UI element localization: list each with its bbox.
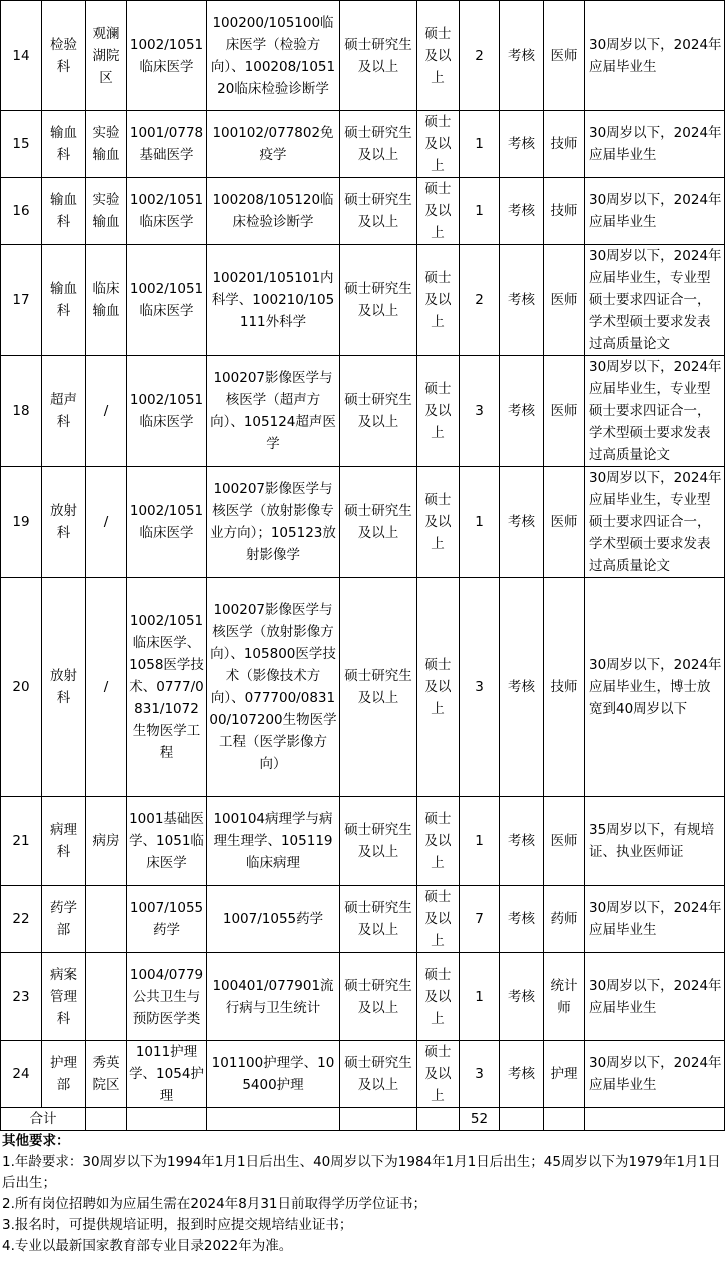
cell-degree: 硕士研究生及以上 — [340, 578, 417, 797]
cell-requirements: 30周岁以下，2024年应届毕业生 — [585, 953, 725, 1041]
cell-requirements: 30周岁以下，2024年应届毕业生 — [585, 886, 725, 953]
cell-position-title: 医师 — [544, 356, 585, 467]
cell-education: 硕士及以上 — [417, 245, 460, 356]
cell-headcount: 1 — [460, 467, 500, 578]
cell-major-detail: 1007/1055药学 — [207, 886, 340, 953]
cell-position-title: 统计师 — [544, 953, 585, 1041]
total-label: 合计 — [1, 1108, 86, 1131]
cell-campus: 实验输血 — [86, 111, 127, 178]
total-row — [1, 1108, 725, 1131]
table-row — [1, 886, 725, 953]
cell-degree: 硕士研究生及以上 — [340, 953, 417, 1041]
cell-position-title: 医师 — [544, 467, 585, 578]
cell-major-detail: 100208/105120临床检验诊断学 — [207, 178, 340, 245]
cell-method: 考核 — [500, 1, 544, 111]
cell-major-category: 1002/1051临床医学 — [127, 467, 207, 578]
cell-requirements: 30周岁以下，2024年应届毕业生，专业型硕士要求四证合一，学术型硕士要求发表过高质量论文 — [585, 467, 725, 578]
cell-education: 硕士及以上 — [417, 356, 460, 467]
cell-headcount: 1 — [460, 797, 500, 886]
cell-department: 输血科 — [42, 245, 86, 356]
cell-position-title: 护理 — [544, 1041, 585, 1108]
cell-headcount: 7 — [460, 886, 500, 953]
cell-headcount: 1 — [460, 953, 500, 1041]
cell-department: 放射科 — [42, 467, 86, 578]
cell-major-category: 1002/1051临床医学 — [127, 356, 207, 467]
cell-headcount: 3 — [460, 578, 500, 797]
cell-campus — [86, 953, 127, 1041]
cell-campus: / — [86, 356, 127, 467]
cell-row-number: 16 — [1, 178, 42, 245]
cell-position-title: 技师 — [544, 111, 585, 178]
notes-title: 其他要求： — [2, 1133, 70, 1149]
cell-education: 硕士及以上 — [417, 953, 460, 1041]
cell-row-number: 24 — [1, 1041, 42, 1108]
table-row — [1, 953, 725, 1041]
cell-department: 放射科 — [42, 578, 86, 797]
cell-method: 考核 — [500, 578, 544, 797]
cell-campus: 病房 — [86, 797, 127, 886]
table-row — [1, 1, 725, 111]
cell-method: 考核 — [500, 178, 544, 245]
total-count: 52 — [460, 1108, 500, 1131]
cell-headcount: 2 — [460, 1, 500, 111]
cell-position-title: 医师 — [544, 245, 585, 356]
table-row — [1, 467, 725, 578]
note-item: 3.报名时，可提供规培证明，报到时应提交规培结业证书； — [2, 1217, 353, 1233]
cell-requirements: 30周岁以下，2024年应届毕业生，专业型硕士要求四证合一，学术型硕士要求发表过高质量论文 — [585, 356, 725, 467]
cell-major-detail: 100102/077802免疫学 — [207, 111, 340, 178]
cell-major-detail: 100201/105101内科学、100210/105111外科学 — [207, 245, 340, 356]
cell-major-detail: 100401/077901流行病与卫生统计 — [207, 953, 340, 1041]
cell-headcount: 2 — [460, 245, 500, 356]
cell-department: 护理部 — [42, 1041, 86, 1108]
cell-degree: 硕士研究生及以上 — [340, 1041, 417, 1108]
cell-position-title: 药师 — [544, 886, 585, 953]
table-row — [1, 111, 725, 178]
cell-degree: 硕士研究生及以上 — [340, 886, 417, 953]
cell-row-number: 22 — [1, 886, 42, 953]
table-row — [1, 797, 725, 886]
cell-major-detail: 100200/105100临床医学（检验方向）、100208/105120临床检验诊断学 — [207, 1, 340, 111]
cell-department: 输血科 — [42, 111, 86, 178]
cell-method: 考核 — [500, 467, 544, 578]
cell-major-detail: 100207影像医学与核医学（超声方向）、105124超声医学 — [207, 356, 340, 467]
cell-department: 病案管理科 — [42, 953, 86, 1041]
cell-education: 硕士及以上 — [417, 1, 460, 111]
cell-requirements: 30周岁以下，2024年应届毕业生，专业型硕士要求四证合一，学术型硕士要求发表过高质量论文 — [585, 245, 725, 356]
cell-method: 考核 — [500, 797, 544, 886]
cell-row-number: 17 — [1, 245, 42, 356]
cell-method: 考核 — [500, 111, 544, 178]
cell-position-title: 技师 — [544, 178, 585, 245]
cell-education: 硕士及以上 — [417, 886, 460, 953]
cell-row-number: 20 — [1, 578, 42, 797]
cell-degree: 硕士研究生及以上 — [340, 467, 417, 578]
cell-row-number: 19 — [1, 467, 42, 578]
cell-major-category: 1007/1055药学 — [127, 886, 207, 953]
cell-campus: 观澜湖院区 — [86, 1, 127, 111]
cell-major-category: 1002/1051临床医学、1058医学技术、0777/0831/1072生物医学工程 — [127, 578, 207, 797]
cell-requirements: 30周岁以下，2024年应届毕业生 — [585, 111, 725, 178]
other-requirements — [2, 1131, 722, 1257]
cell-headcount: 3 — [460, 356, 500, 467]
cell-department: 超声科 — [42, 356, 86, 467]
cell-education: 硕士及以上 — [417, 467, 460, 578]
cell-row-number: 14 — [1, 1, 42, 111]
cell-position-title: 医师 — [544, 1, 585, 111]
note-item: 1.年龄要求：30周岁以下为1994年1月1日后出生、40周岁以下为1984年1月1日后出生；45周岁以下为1979年1月1日后出生； — [2, 1154, 721, 1191]
table-row — [1, 178, 725, 245]
cell-method: 考核 — [500, 953, 544, 1041]
note-item: 2.所有岗位招聘如为应届生需在2024年8月31日前取得学历学位证书； — [2, 1196, 427, 1212]
cell-education: 硕士及以上 — [417, 111, 460, 178]
note-item: 4.专业以最新国家教育部专业目录2022年为准。 — [2, 1238, 293, 1254]
cell-major-category: 1002/1051临床医学 — [127, 178, 207, 245]
cell-campus — [86, 886, 127, 953]
cell-campus: 临床输血 — [86, 245, 127, 356]
cell-row-number: 15 — [1, 111, 42, 178]
cell-position-title: 医师 — [544, 797, 585, 886]
table-row — [1, 578, 725, 797]
cell-education: 硕士及以上 — [417, 1041, 460, 1108]
cell-major-detail: 100207影像医学与核医学（放射影像方向）、105800医学技术（影像技术方向）、077700/083100/107200生物医学工程（医学影像方向） — [207, 578, 340, 797]
cell-education: 硕士及以上 — [417, 178, 460, 245]
cell-campus: 秀英院区 — [86, 1041, 127, 1108]
cell-degree: 硕士研究生及以上 — [340, 797, 417, 886]
cell-headcount: 1 — [460, 111, 500, 178]
cell-campus: / — [86, 467, 127, 578]
cell-department: 药学部 — [42, 886, 86, 953]
cell-requirements: 30周岁以下，2024年应届毕业生，博士放宽到40周岁以下 — [585, 578, 725, 797]
table-row — [1, 356, 725, 467]
cell-department: 检验科 — [42, 1, 86, 111]
cell-requirements: 30周岁以下，2024年应届毕业生 — [585, 1041, 725, 1108]
cell-campus: 实验输血 — [86, 178, 127, 245]
cell-method: 考核 — [500, 356, 544, 467]
cell-headcount: 1 — [460, 178, 500, 245]
cell-headcount: 3 — [460, 1041, 500, 1108]
cell-department: 病理科 — [42, 797, 86, 886]
cell-row-number: 23 — [1, 953, 42, 1041]
cell-major-category: 1002/1051临床医学 — [127, 1, 207, 111]
cell-major-detail: 100207影像医学与核医学（放射影像专业方向）；105123放射影像学 — [207, 467, 340, 578]
cell-row-number: 21 — [1, 797, 42, 886]
cell-campus: / — [86, 578, 127, 797]
cell-requirements: 30周岁以下，2024年应届毕业生 — [585, 178, 725, 245]
cell-department: 输血科 — [42, 178, 86, 245]
table-row — [1, 245, 725, 356]
cell-major-detail: 100104病理学与病理生理学、105119临床病理 — [207, 797, 340, 886]
cell-major-category: 1001基础医学、1051临床医学 — [127, 797, 207, 886]
cell-method: 考核 — [500, 886, 544, 953]
cell-education: 硕士及以上 — [417, 578, 460, 797]
cell-requirements: 35周岁以下，有规培证、执业医师证 — [585, 797, 725, 886]
table-row — [1, 1041, 725, 1108]
cell-degree: 硕士研究生及以上 — [340, 245, 417, 356]
cell-requirements: 30周岁以下，2024年应届毕业生 — [585, 1, 725, 111]
cell-education: 硕士及以上 — [417, 797, 460, 886]
cell-major-category: 1004/0779公共卫生与预防医学类 — [127, 953, 207, 1041]
cell-major-category: 1001/0778基础医学 — [127, 111, 207, 178]
cell-position-title: 技师 — [544, 578, 585, 797]
cell-degree: 硕士研究生及以上 — [340, 111, 417, 178]
cell-major-category: 1011护理学、1054护理 — [127, 1041, 207, 1108]
cell-major-category: 1002/1051临床医学 — [127, 245, 207, 356]
cell-method: 考核 — [500, 245, 544, 356]
cell-major-detail: 101100护理学、105400护理 — [207, 1041, 340, 1108]
cell-method: 考核 — [500, 1041, 544, 1108]
cell-degree: 硕士研究生及以上 — [340, 356, 417, 467]
cell-degree: 硕士研究生及以上 — [340, 178, 417, 245]
cell-row-number: 18 — [1, 356, 42, 467]
cell-degree: 硕士研究生及以上 — [340, 1, 417, 111]
